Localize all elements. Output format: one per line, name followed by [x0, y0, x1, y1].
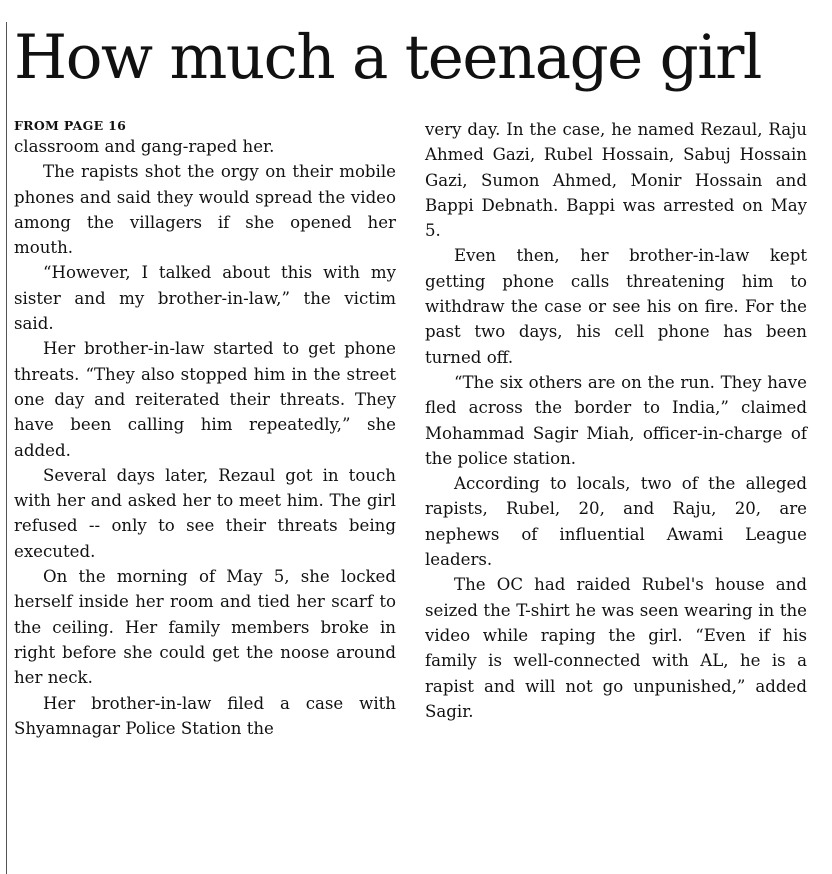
article-column-left [14, 118, 396, 741]
paragraph: The OC had raided Rubel's house and seized the T-shirt he was seen wearing in the video while raping the girl. “Even if his family is well-connected with AL, he is a rapist and will not go unpunished,” added Sagir. [425, 575, 807, 721]
paragraph: Her brother-in-law started to get phone threats. “They also stopped him in the street one day and reiterated their threats. They have been calling him repeatedly,” she added. [14, 339, 396, 460]
paragraph: classroom and gang-raped her. [14, 137, 275, 156]
headline: How much a teenage girl [14, 22, 761, 93]
paragraph: “However, I talked about this with my sister and my brother-in-law,” the victim said. [14, 263, 396, 334]
paragraph: Even then, her brother-in-law kept getting phone calls threatening him to withdraw the case or see his on fire. For the past two days, his cell phone has been turned off. [425, 246, 807, 367]
jump-label: FROM PAGE 16 [14, 118, 127, 133]
paragraph: Several days later, Rezaul got in touch with her and asked her to meet him. The girl refused -- only to see their threats being executed. [14, 465, 396, 561]
paragraph: According to locals, two of the alleged rapists, Rubel, 20, and Raju, 20, are nephews of influential Awami League leaders. [425, 474, 807, 570]
paragraph: Her brother-in-law filed a case with Shyamnagar Police Station the [14, 693, 396, 738]
column-rule [6, 22, 7, 874]
paragraph: On the morning of May 5, she locked herself inside her room and tied her scarf to the ceiling. Her family members broke in right before she could get the noose around her neck. [14, 567, 396, 688]
paragraph: “The six others are on the run. They have fled across the border to India,” claimed Mohammad Sagir Miah, officer-in-charge of the police station. [425, 372, 807, 468]
article-column-right [425, 117, 807, 724]
paragraph: very day. In the case, he named Rezaul, Raju Ahmed Gazi, Rubel Hossain, Sabuj Hossain Gazi, Sumon Ahmed, Monir Hossain and Bappi Debnath. Bappi was arrested on May 5. [425, 120, 807, 241]
paragraph: The rapists shot the orgy on their mobile phones and said they would spread the video among the villagers if she opened her mouth. [14, 162, 396, 258]
